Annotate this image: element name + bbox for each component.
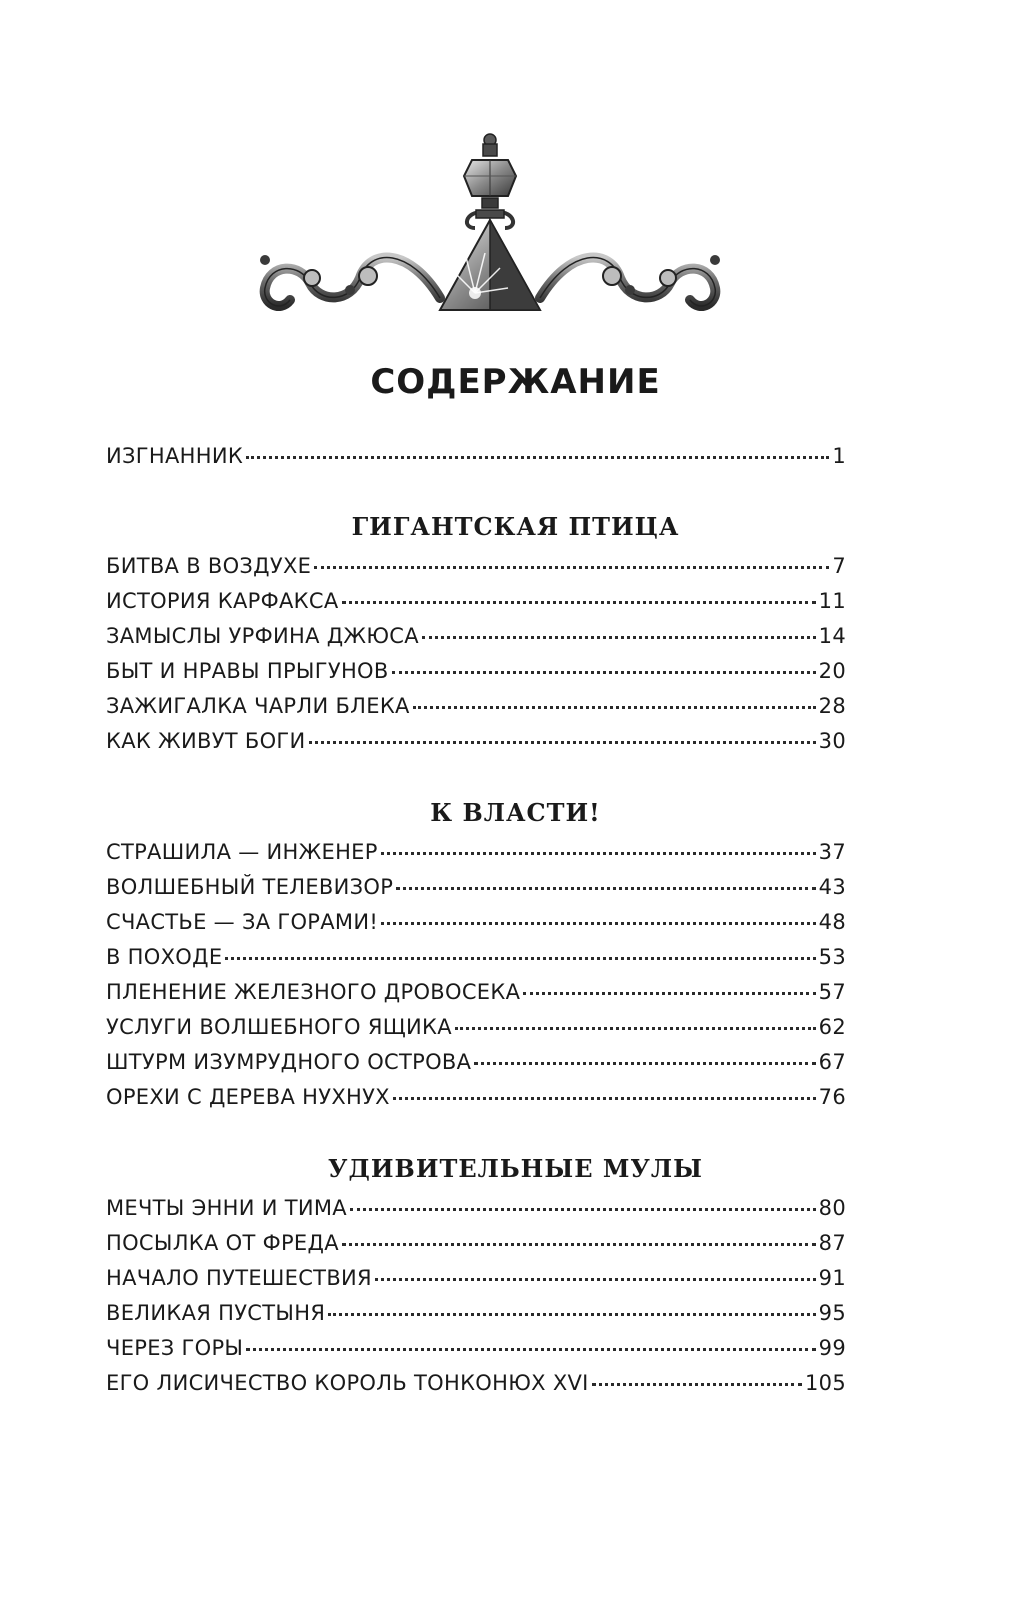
toc-entry-title: ПОСЫЛКА ОТ ФРЕДА (106, 1231, 339, 1255)
toc-entry-page: 28 (818, 694, 846, 718)
crown-crystal-ornament-icon (250, 128, 730, 328)
toc-entry-page: 53 (818, 945, 846, 969)
toc-entry-title: ОРЕХИ С ДЕРЕВА НУХНУХ (106, 1085, 390, 1109)
toc-entry-page: 37 (818, 840, 846, 864)
toc-entry[interactable] (106, 1015, 846, 1047)
toc-entry[interactable] (106, 659, 846, 691)
section-heading: УДИВИТЕЛЬНЫЕ МУЛЫ (328, 1154, 703, 1183)
toc-entry-page: 1 (832, 444, 846, 468)
toc-entry-page: 57 (818, 980, 846, 1004)
section-heading: ГИГАНТСКАЯ ПТИЦА (351, 512, 680, 541)
toc-entry-title: ИСТОРИЯ КАРФАКСА (106, 589, 339, 613)
toc-entry[interactable] (106, 945, 846, 977)
toc-entry-page: 76 (818, 1085, 846, 1109)
toc-entry-title: СТРАШИЛА — ИНЖЕНЕР (106, 840, 378, 864)
toc-entry-page: 14 (818, 624, 846, 648)
toc-entry-page: 48 (818, 910, 846, 934)
toc-entry-page: 91 (818, 1266, 846, 1290)
toc-entry-page: 20 (818, 659, 846, 683)
toc-entry-page: 67 (818, 1050, 846, 1074)
dot-leader (396, 887, 815, 890)
toc-entry-title: ЕГО ЛИСИЧЕСТВО КОРОЛЬ ТОНКОНЮХ XVI (106, 1371, 589, 1395)
toc-entry-title: В ПОХОДЕ (106, 945, 223, 969)
toc-entry-title: УСЛУГИ ВОЛШЕБНОГО ЯЩИКА (106, 1015, 452, 1039)
dot-leader (381, 922, 816, 925)
toc-entry-title: ИЗГНАННИК (106, 444, 244, 468)
dot-leader (422, 636, 816, 639)
dot-leader (474, 1062, 815, 1065)
toc-entry[interactable] (106, 1371, 846, 1403)
dot-leader (350, 1208, 816, 1211)
dot-leader (455, 1027, 816, 1030)
toc-entry-title: НАЧАЛО ПУТЕШЕСТВИЯ (106, 1266, 372, 1290)
dot-leader (381, 852, 816, 855)
toc-entry[interactable] (106, 1050, 846, 1082)
toc-entry-page: 30 (818, 729, 846, 753)
toc-entry[interactable] (106, 694, 846, 726)
toc-entry[interactable] (106, 1085, 846, 1117)
dot-leader (392, 671, 816, 674)
toc-entry[interactable] (106, 1231, 846, 1263)
toc-entry-page: 80 (818, 1196, 846, 1220)
toc-entry-title: ЗАМЫСЛЫ УРФИНА ДЖЮСА (106, 624, 419, 648)
toc-entry-page: 105 (805, 1371, 846, 1395)
toc-entry-page: 87 (818, 1231, 846, 1255)
dot-leader (328, 1313, 815, 1316)
toc-entry-title: ВЕЛИКАЯ ПУСТЫНЯ (106, 1301, 326, 1325)
toc-entry-page: 7 (832, 554, 846, 578)
dot-leader (342, 1243, 816, 1246)
toc-entry[interactable] (106, 624, 846, 656)
toc-entry-title: СЧАСТЬЕ — ЗА ГОРАМИ! (106, 910, 379, 934)
page-title: СОДЕРЖАНИЕ (370, 362, 661, 402)
toc-entry-page: 43 (818, 875, 846, 899)
toc-entry-page: 11 (818, 589, 846, 613)
section-heading: К ВЛАСТИ! (430, 798, 601, 827)
toc-entry[interactable] (106, 1196, 846, 1228)
toc-entry-title: ЗАЖИГАЛКА ЧАРЛИ БЛЕКА (106, 694, 410, 718)
toc-entry-title: КАК ЖИВУТ БОГИ (106, 729, 306, 753)
toc-entry-title: МЕЧТЫ ЭННИ И ТИМА (106, 1196, 347, 1220)
dot-leader (375, 1278, 816, 1281)
dot-leader (225, 957, 815, 960)
toc-entry-title: ПЛЕНЕНИЕ ЖЕЛЕЗНОГО ДРОВОСЕКА (106, 980, 521, 1004)
dot-leader (246, 456, 829, 459)
toc-entry[interactable] (106, 910, 846, 942)
dot-leader (246, 1348, 815, 1351)
toc-entry[interactable] (106, 980, 846, 1012)
toc-entry[interactable] (106, 1336, 846, 1368)
dot-leader (523, 992, 815, 995)
toc-entry[interactable] (106, 1301, 846, 1333)
toc-entry[interactable] (106, 589, 846, 621)
toc-entry[interactable] (106, 840, 846, 872)
toc-entry-title: БИТВА В ВОЗДУХЕ (106, 554, 312, 578)
toc-entry-page: 62 (818, 1015, 846, 1039)
toc-entry-title: ШТУРМ ИЗУМРУДНОГО ОСТРОВА (106, 1050, 472, 1074)
dot-leader (309, 741, 816, 744)
toc-entry-page: 95 (818, 1301, 846, 1325)
toc-entry[interactable] (106, 444, 846, 476)
toc-entry[interactable] (106, 554, 846, 586)
toc-entry[interactable] (106, 875, 846, 907)
toc-entry-title: ЧЕРЕЗ ГОРЫ (106, 1336, 244, 1360)
dot-leader (393, 1097, 816, 1100)
dot-leader (342, 601, 816, 604)
toc-entry-title: ВОЛШЕБНЫЙ ТЕЛЕВИЗОР (106, 875, 394, 899)
dot-leader (314, 566, 829, 569)
dot-leader (592, 1383, 802, 1386)
toc-entry-title: БЫТ И НРАВЫ ПРЫГУНОВ (106, 659, 389, 683)
toc-entry[interactable] (106, 729, 846, 761)
toc-entry[interactable] (106, 1266, 846, 1298)
toc-entry-page: 99 (818, 1336, 846, 1360)
dot-leader (413, 706, 816, 709)
